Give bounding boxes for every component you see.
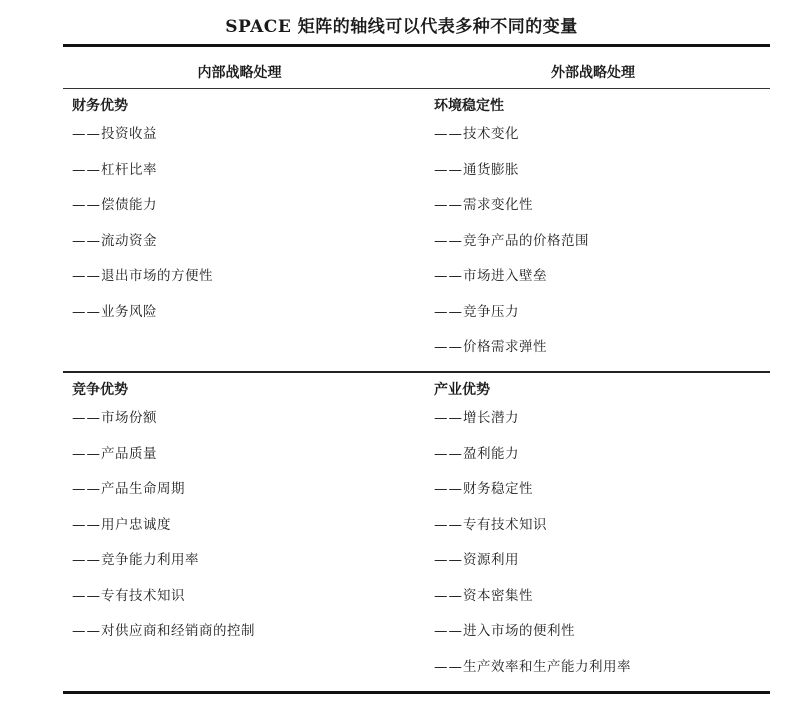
middle-rule [63, 371, 770, 373]
item-text: 进入市场的便利性 [463, 623, 575, 639]
top-rule [63, 44, 770, 47]
list-item [434, 650, 774, 686]
item-list [72, 117, 412, 330]
bottom-rule [63, 691, 770, 694]
list-item [72, 259, 412, 295]
item-text: 流动资金 [101, 232, 157, 249]
dash: —— [72, 161, 101, 178]
dash: —— [434, 658, 463, 675]
list-item [72, 508, 412, 544]
section-heading: 竞争优势 [72, 382, 128, 398]
list-item [72, 153, 412, 189]
item-text: 业务风险 [101, 303, 157, 320]
list-item [434, 295, 774, 331]
list-item [72, 295, 412, 331]
section-heading: 产业优势 [434, 382, 490, 398]
list-item [72, 579, 412, 615]
dash: —— [72, 623, 101, 639]
dash: —— [434, 516, 463, 533]
item-list [434, 401, 774, 685]
list-item [434, 508, 774, 544]
item-text: 竞争能力利用率 [101, 552, 199, 568]
list-item [72, 614, 412, 650]
section-competitive-advantage [72, 379, 412, 650]
dash: —— [72, 481, 101, 497]
item-list [434, 117, 774, 366]
list-item [72, 117, 412, 153]
list-item [72, 401, 412, 437]
item-text: 退出市场的方便性 [101, 268, 213, 284]
list-item [434, 188, 774, 224]
item-text: 通货膨胀 [463, 161, 519, 178]
dash: —— [434, 445, 463, 462]
list-item [434, 401, 774, 437]
list-item [72, 472, 412, 508]
dash: —— [72, 303, 101, 320]
dash: —— [72, 268, 101, 284]
dash: —— [434, 268, 463, 284]
item-text: 生产效率和生产能力利用率 [463, 658, 631, 675]
item-text: 偿债能力 [101, 197, 157, 213]
list-item [72, 437, 412, 473]
dash: —— [72, 516, 101, 533]
column-header-internal: 内部战略处理 [197, 65, 282, 81]
section-heading: 财务优势 [72, 98, 128, 114]
dash: —— [72, 197, 101, 213]
item-text: 资本密集性 [463, 587, 533, 604]
list-item [434, 614, 774, 650]
item-text: 盈利能力 [463, 445, 519, 462]
item-text: 用户忠诚度 [101, 516, 171, 533]
dash: —— [434, 126, 463, 142]
item-text: 财务稳定性 [463, 481, 533, 497]
list-item [72, 543, 412, 579]
list-item [434, 224, 774, 260]
dash: —— [72, 445, 101, 462]
section-heading: 环境稳定性 [434, 98, 504, 114]
dash: —— [72, 410, 101, 426]
item-text: 专有技术知识 [101, 587, 185, 604]
item-text: 市场份额 [101, 410, 157, 426]
dash: —— [72, 552, 101, 568]
dash: —— [434, 303, 463, 320]
item-text: 增长潜力 [463, 410, 519, 426]
list-item [434, 117, 774, 153]
item-text: 专有技术知识 [463, 516, 547, 533]
dash: —— [434, 232, 463, 249]
header-rule [63, 88, 770, 89]
list-item [434, 437, 774, 473]
list-item [434, 579, 774, 615]
column-header-external: 外部战略处理 [551, 65, 635, 81]
list-item [434, 472, 774, 508]
dash: —— [72, 587, 101, 604]
dash: —— [434, 552, 463, 568]
list-item [434, 153, 774, 189]
item-text: 资源利用 [463, 552, 519, 568]
item-text: 需求变化性 [463, 197, 533, 213]
item-text: 价格需求弹性 [463, 339, 547, 355]
item-text: 对供应商和经销商的控制 [101, 623, 255, 639]
dash: —— [434, 197, 463, 213]
dash: —— [434, 410, 463, 426]
item-text: 市场进入壁垒 [463, 268, 547, 284]
section-industry-strength [434, 379, 774, 685]
table-title: SPACE 矩阵的轴线可以代表多种不同的变量 [225, 17, 578, 37]
dash: —— [434, 587, 463, 604]
item-text: 技术变化 [463, 126, 519, 142]
dash: —— [434, 623, 463, 639]
item-text: 竞争压力 [463, 303, 519, 320]
dash: —— [72, 232, 101, 249]
list-item [434, 543, 774, 579]
list-item [72, 224, 412, 260]
list-item [72, 188, 412, 224]
list-item [434, 330, 774, 366]
dash: —— [434, 339, 463, 355]
item-text: 产品质量 [101, 445, 157, 462]
dash: —— [72, 126, 101, 142]
dash: —— [434, 481, 463, 497]
list-item [434, 259, 774, 295]
section-financial-strength [72, 95, 412, 330]
item-text: 杠杆比率 [101, 161, 157, 178]
item-text: 投资收益 [101, 126, 157, 142]
item-text: 竞争产品的价格范围 [463, 232, 589, 249]
dash: —— [434, 161, 463, 178]
section-environmental-stability [434, 95, 774, 366]
item-list [72, 401, 412, 650]
item-text: 产品生命周期 [101, 481, 185, 497]
